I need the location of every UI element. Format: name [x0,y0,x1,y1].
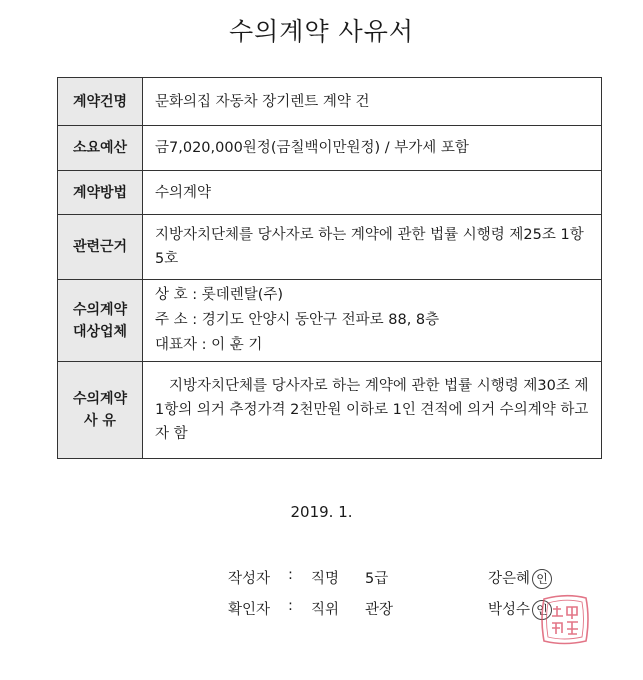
document-date: 2019. 1. [290,503,353,521]
document-title: 수의계약 사유서 [229,17,414,46]
signer-role: 확인자 [228,602,271,618]
budget-value: 금7,020,000원정(금칠백이만원정) / 부가세 포함 [143,126,602,171]
signer-name: 박성수 [488,602,531,618]
table-row [58,126,602,171]
signer-name-block [488,567,552,589]
contract-name-value: 문화의집 자동차 장기렌트 계약 건 [143,78,602,126]
contract-method-value: 수의계약 [143,171,602,215]
signature-row-author [0,565,643,589]
table-row [58,171,602,215]
company-address: 주 소 : 경기도 안양시 동안구 전파로 88, 8층 [155,312,440,328]
signer-role: 작성자 [228,571,271,587]
signer-grade: 관장 [365,602,394,618]
seal-circle: 인 [532,600,552,620]
signer-name: 강은혜 [488,571,531,587]
legal-basis-label: 관련근거 [58,215,143,280]
contractor-label-line2: 대상업체 [72,323,128,340]
signer-colon: : [288,598,293,614]
legal-basis-value: 지방자치단체를 당사자로 하는 계약에 관한 법률 시행령 제25조 1항 5호 [143,215,602,280]
contract-name-label: 계약건명 [58,78,143,126]
signer-grade: 5급 [365,571,389,587]
signer-colon: : [288,567,293,583]
company-name: 상 호 : 롯데렌탈(주) [155,287,284,303]
official-seal-stamp [536,589,594,649]
contract-info-table [57,77,602,459]
reason-label-line1: 수의계약 [72,391,128,407]
contractor-label-line1: 수의계약 [72,301,128,318]
company-representative: 대표자 : 이 훈 기 [155,337,263,353]
contractor-value [143,280,602,362]
contractor-label [58,280,143,362]
table-row [58,78,602,126]
signer-title: 직위 [311,602,340,618]
contract-method-label: 계약방법 [58,171,143,215]
budget-label: 소요예산 [58,126,143,171]
signer-title: 직명 [311,571,340,587]
reason-label [58,362,143,459]
reason-value: 지방자치단체를 당사자로 하는 계약에 관한 법률 시행령 제30조 제1항의 의거 추정가격 2천만원 이하로 1인 견적에 의거 수의계약 하고자 함 [143,362,602,459]
table-row [58,362,602,459]
table-row [58,215,602,280]
table-row [58,280,602,362]
reason-label-line2: 사 유 [84,413,116,429]
seal-circle: 인 [532,569,552,589]
